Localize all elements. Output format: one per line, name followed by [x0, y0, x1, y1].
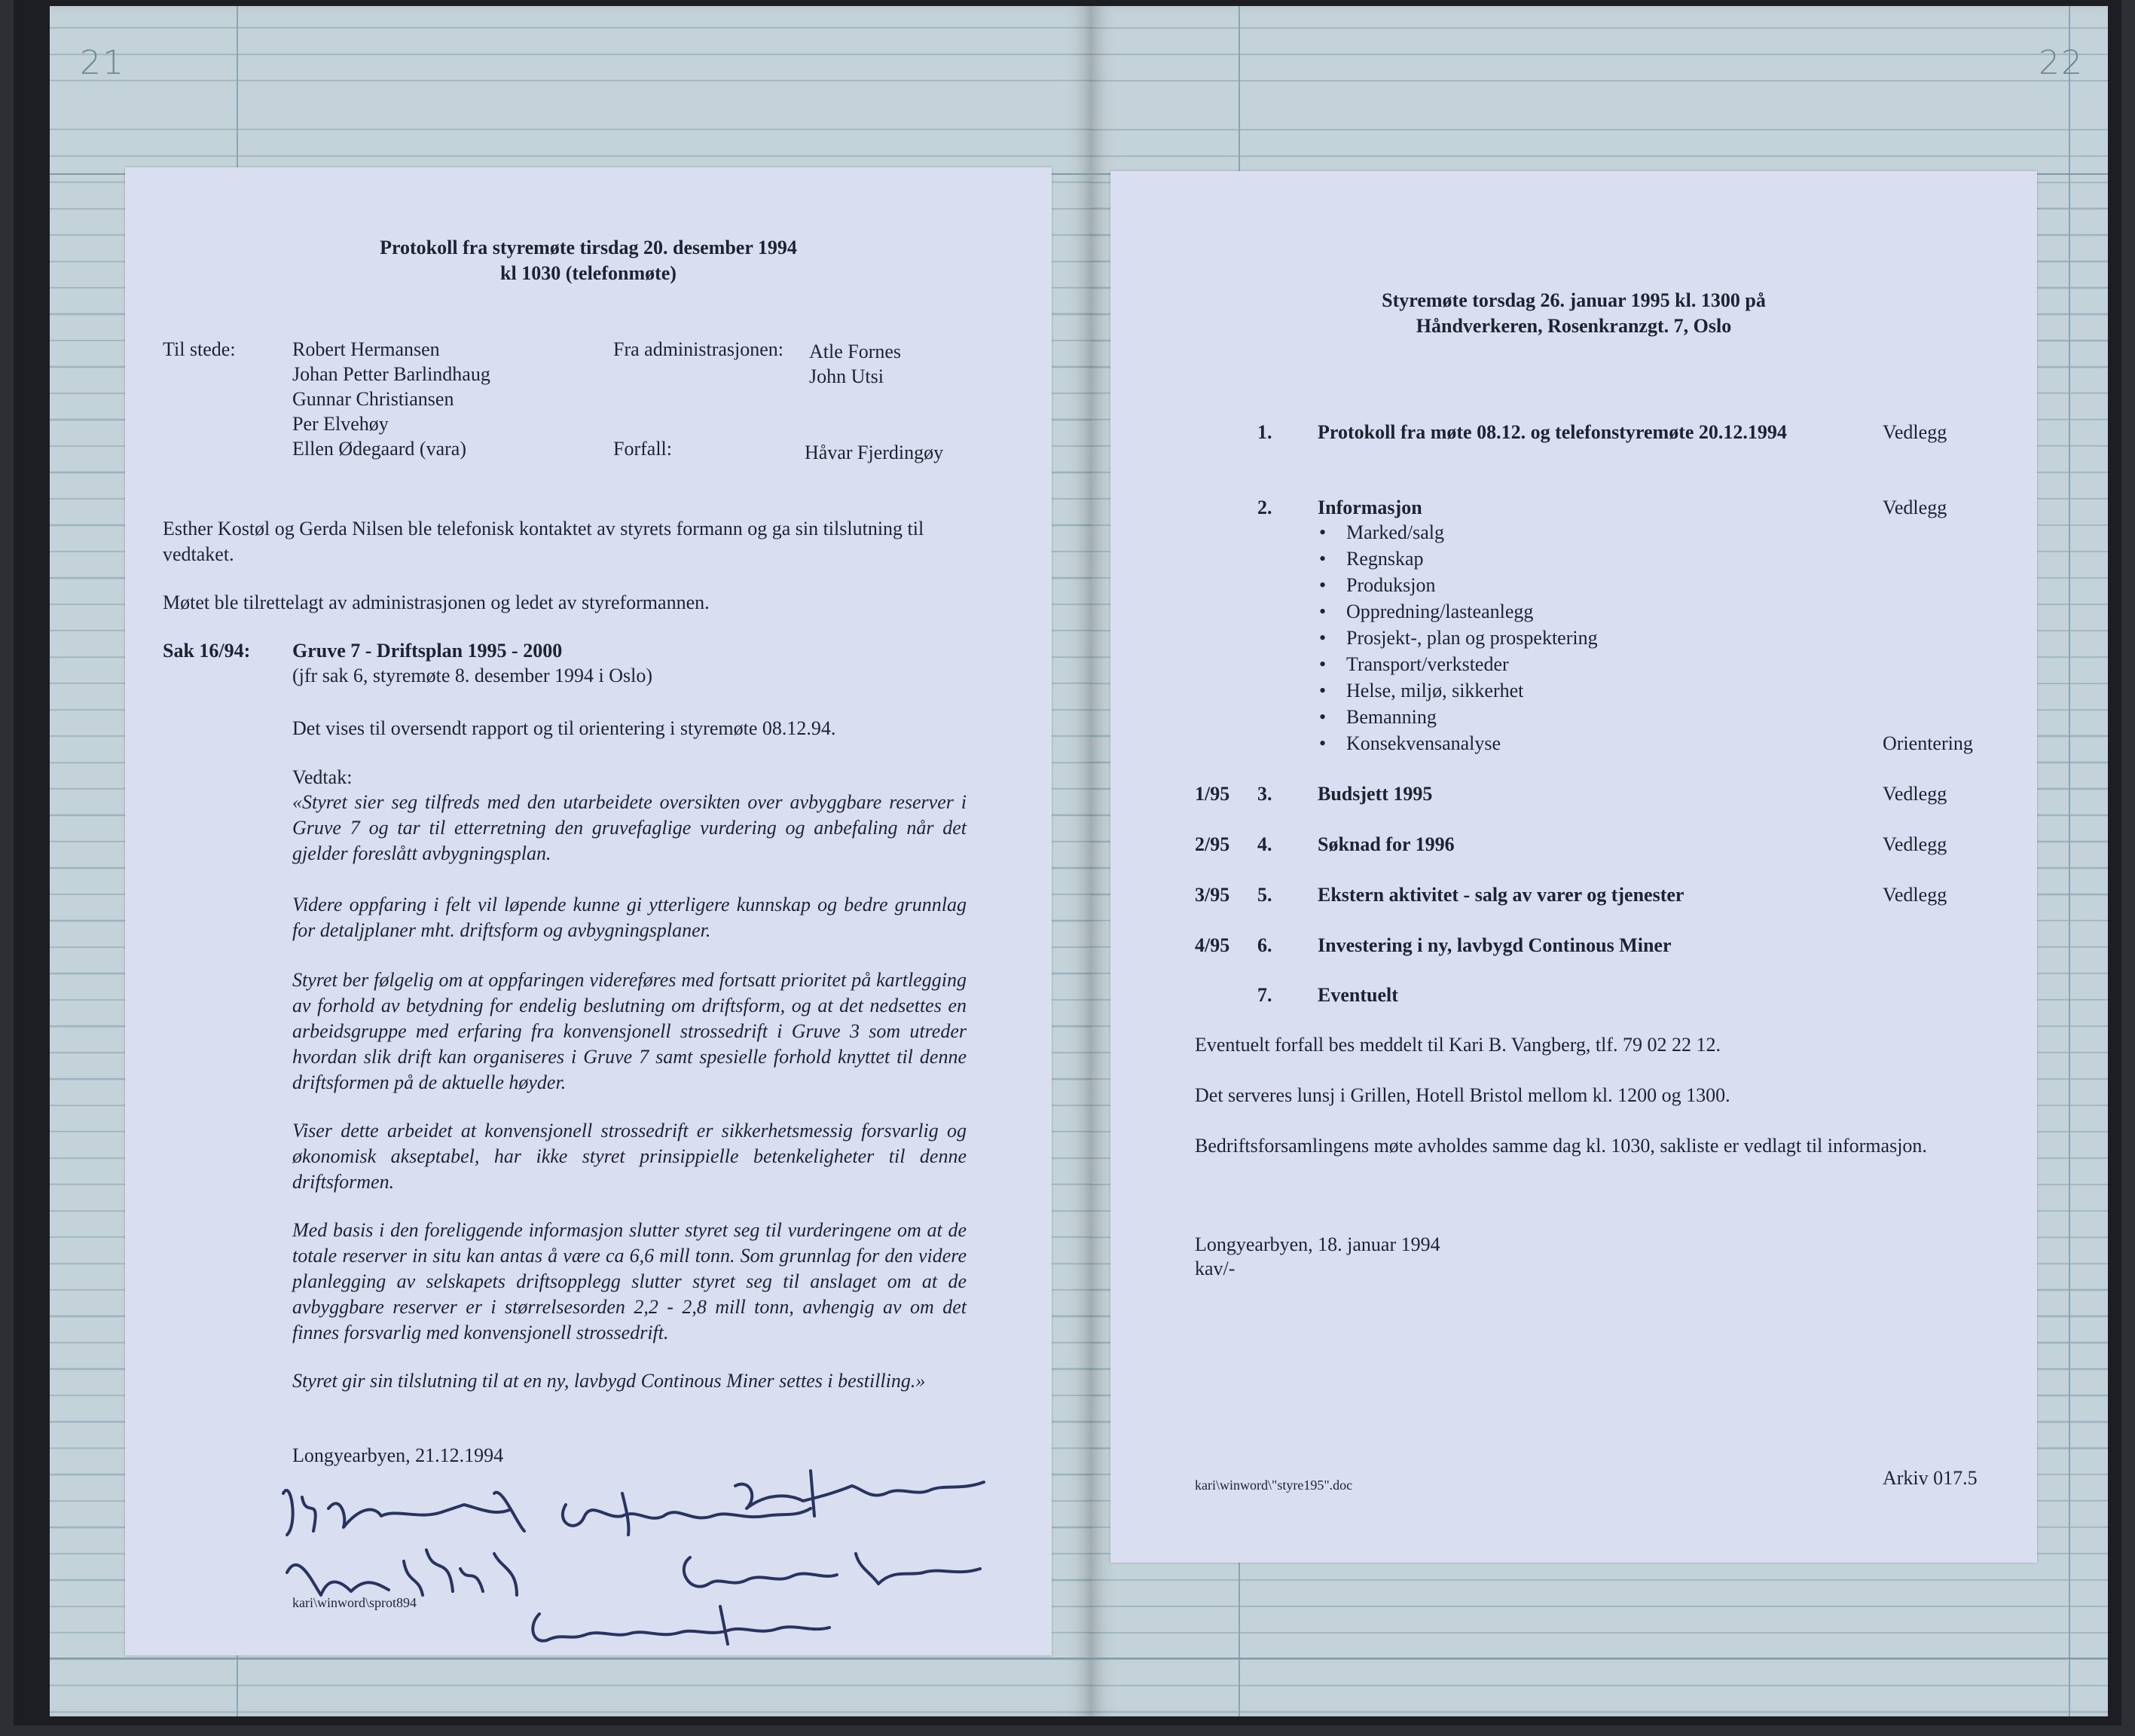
- case-title: Gruve 7 - Driftsplan 1995 - 2000: [292, 640, 563, 662]
- absent-label: Forfall:: [613, 438, 672, 460]
- agenda-case-number: 1/95: [1195, 783, 1230, 805]
- agenda-item-note: Vedlegg: [1883, 421, 1947, 443]
- information-item: • Prosjekt-, plan og prospektering: [1319, 625, 1598, 652]
- agenda-item-note: Vedlegg: [1883, 884, 1947, 906]
- signatures-image: [268, 1463, 1022, 1652]
- meeting-paragraph: Møtet ble tilrettelagt av administrasjonen og ledet av styreformannen.: [163, 591, 710, 613]
- present-member: Ellen Ødegaard (vara): [292, 438, 466, 460]
- agenda-item-number: 6.: [1257, 934, 1272, 956]
- decision-paragraph: Viser dette arbeidet at konvensjonell strossedrift er sikkerhetsmessig forsvarlig og økonomisk akseptabel, har ikke styret prinsippielle betenkeligheter til denne driftsformen.: [292, 1120, 967, 1193]
- margin-rule-right: [2069, 6, 2070, 1716]
- agenda-sheet: [1110, 171, 2037, 1563]
- decision-paragraph: Styret ber følgelig om at oppfaringen videreføres med fortsatt prioritet på kartlegging av forhold av betydning for endelig beslutning om driftsform, og at det nedsettes en arbeidsgruppe med erfaring fra konvensjonell strossedrift i Gruve 3 som utreder hvordan slik drift kan organiseres i Gruve 7 samt spesielle forhold knyttet til denne driftsformen på de aktuelle høyder.: [292, 969, 967, 1093]
- agenda-item-note: Vedlegg: [1883, 783, 1947, 805]
- agenda-item-title: Søknad for 1996: [1318, 833, 1455, 855]
- agenda-case-number: 2/95: [1195, 833, 1230, 855]
- absent-member: Håvar Fjerdingøy: [805, 442, 944, 463]
- information-item: • Marked/salg: [1319, 520, 1598, 546]
- present-member: Johan Petter Barlindhaug: [292, 363, 490, 385]
- minutes-sheet: [125, 167, 1052, 1655]
- signature-stroke: [283, 1490, 524, 1535]
- contact-paragraph: Esther Kostøl og Gerda Nilsen ble telefonisk kontaktet av styrets formann og ga sin tilslutning til vedtaket.: [163, 518, 924, 565]
- case-text: Det vises til oversendt rapport og til orientering i styremøte 08.12.94.: [292, 717, 836, 739]
- information-item: • Bemanning: [1319, 704, 1598, 731]
- agenda-item-number: 2.: [1257, 497, 1272, 518]
- case-reference: (jfr sak 6, styremøte 8. desember 1994 i Oslo): [292, 665, 653, 686]
- information-item: • Konsekvensanalyse: [1319, 731, 1598, 757]
- decision-paragraph: Videre oppfaring i felt vil løpende kunne gi ytterligere kunnskap og bedre grunnlag for detaljplaner mht. driftsform og avbygningsplaner.: [292, 894, 967, 941]
- agenda-case-number: 4/95: [1195, 934, 1230, 956]
- agenda-item-title: Informasjon: [1318, 497, 1422, 518]
- case-label: Sak 16/94:: [163, 640, 251, 662]
- decision-label: Vedtak:: [292, 766, 353, 788]
- agenda-item-number: 7.: [1257, 984, 1272, 1006]
- lunch-note: Det serveres lunsj i Grillen, Hotell Bristol mellom kl. 1200 og 1300.: [1195, 1084, 1730, 1106]
- assembly-note: Bedriftsforsamlingens møte avholdes samme dag kl. 1030, sakliste er vedlagt til informasjon.: [1195, 1135, 1927, 1157]
- agenda-case-number: 3/95: [1195, 884, 1230, 906]
- information-list: [1319, 520, 1598, 757]
- agenda-title: Styremøte torsdag 26. januar 1995 kl. 1300 på: [1382, 289, 1766, 311]
- information-item: • Regnskap: [1319, 546, 1598, 573]
- information-item: • Transport/verksteder: [1319, 652, 1598, 678]
- signature-stroke: [287, 1550, 517, 1595]
- agenda-item-title: Investering i ny, lavbygd Continous Miner: [1318, 934, 1672, 956]
- footer-rule: [50, 1658, 1091, 1659]
- file-reference: kari\winword\"styre195".doc: [1195, 1478, 1353, 1493]
- agenda-item-number: 3.: [1257, 783, 1272, 805]
- agenda-item-number: 5.: [1257, 884, 1272, 906]
- agenda-item-title: Ekstern aktivitet - salg av varer og tjenester: [1318, 884, 1684, 906]
- decision-paragraph: Med basis i den foreliggende informasjon slutter styret seg til vurderingene om at de totale reserver in situ kan antas å være ca 6,6 mill tonn. Som grunnlag for den videre planlegging av selskapets driftsopplegg slutter styret seg til anslaget om at de avbyggbare reserver er i størrelsesorden 2,2 - 2,8 mill tonn, avhengig av om det finnes forsvarlig med konvensjonell strossedrift.: [292, 1219, 967, 1343]
- agenda-item-note: Vedlegg: [1883, 833, 1947, 855]
- archive-number: Arkiv 017.5: [1883, 1467, 1978, 1489]
- information-item: • Produksjon: [1319, 573, 1598, 599]
- present-member: Per Elvehøy: [292, 413, 389, 435]
- decision-paragraph: «Styret sier seg tilfreds med den utarbeidete oversikten over avbyggbare reserver i Gruve 7 og tar til etterretning den gruvefaglige vurdering og anbefaling når det gjelder foreslått avbygningsplan.: [292, 791, 967, 864]
- agenda-subtitle: Håndverkeren, Rosenkranzgt. 7, Oslo: [1416, 315, 1732, 337]
- protocol-book: [14, 0, 2121, 1725]
- present-member: Robert Hermansen: [292, 338, 440, 360]
- admin-member: Atle Fornes: [809, 341, 902, 362]
- admin-label: Fra administrasjonen:: [613, 338, 784, 360]
- agenda-item-title: Eventuelt: [1318, 984, 1398, 1006]
- place-date: Longyearbyen, 21.12.1994: [292, 1444, 504, 1466]
- admin-member: John Utsi: [809, 365, 884, 387]
- agenda-item-number: 1.: [1257, 421, 1272, 443]
- information-item: • Helse, miljø, sikkerhet: [1319, 678, 1598, 704]
- signature-stroke: [563, 1493, 811, 1535]
- decision-paragraph: Styret gir sin tilslutning til at en ny, lavbygd Continous Miner settes i bestilling.»: [292, 1370, 926, 1392]
- signature-stroke: [684, 1554, 980, 1587]
- information-item: • Oppredning/lasteanlegg: [1319, 599, 1598, 625]
- information-note: Orientering: [1883, 732, 1973, 754]
- page-number-left: 21: [80, 44, 125, 82]
- signature-stroke: [735, 1471, 984, 1516]
- initials: kav/-: [1195, 1258, 1235, 1279]
- agenda-item-number: 4.: [1257, 833, 1272, 855]
- minutes-title: Protokoll fra styremøte tirsdag 20. desember 1994: [380, 237, 797, 258]
- present-member: Gunnar Christiansen: [292, 388, 454, 410]
- page-number-right: 22: [2039, 44, 2084, 82]
- absence-note: Eventuelt forfall bes meddelt til Kari B. Vangberg, tlf. 79 02 22 12.: [1195, 1034, 1721, 1056]
- minutes-subtitle: kl 1030 (telefonmøte): [500, 262, 677, 284]
- file-reference: kari\winword\sprot894: [292, 1595, 417, 1610]
- footer-rule: [1091, 1658, 2108, 1659]
- agenda-item-title: Protokoll fra møte 08.12. og telefonstyremøte 20.12.1994: [1318, 421, 1787, 443]
- agenda-item-note: Vedlegg: [1883, 497, 1947, 518]
- place-date: Longyearbyen, 18. januar 1994: [1195, 1233, 1440, 1255]
- signature-stroke: [533, 1606, 829, 1644]
- present-label: Til stede:: [163, 338, 236, 360]
- agenda-item-title: Budsjett 1995: [1318, 783, 1433, 805]
